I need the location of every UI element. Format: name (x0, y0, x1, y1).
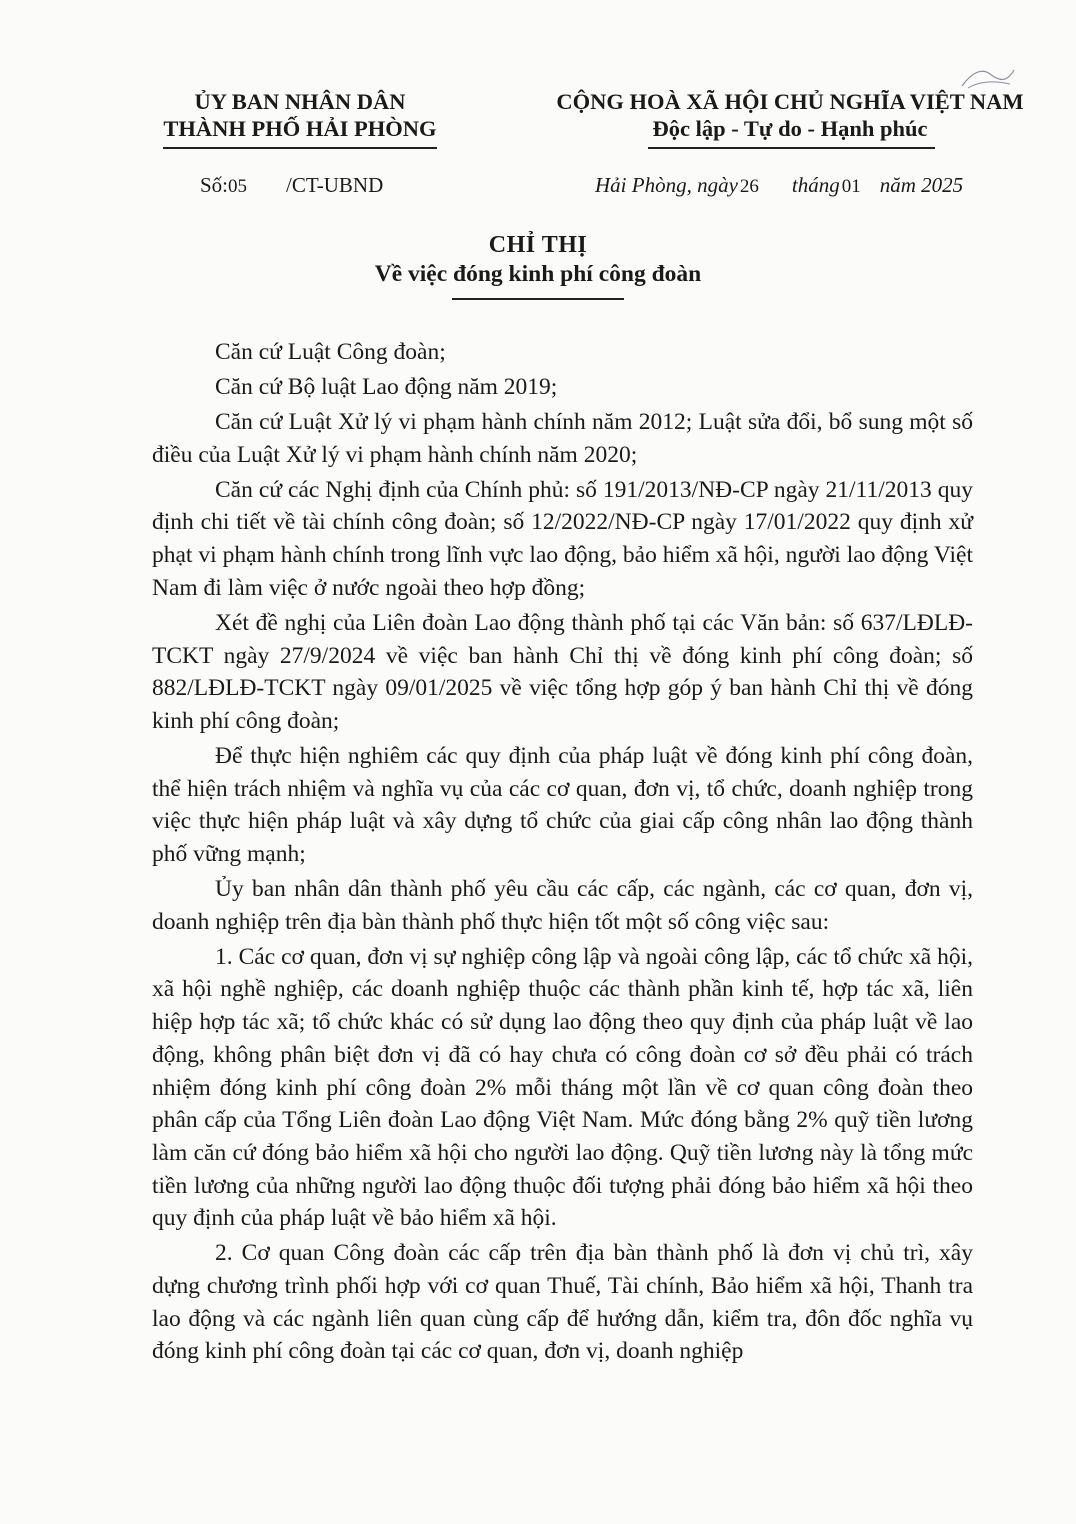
basis-administrative-violations-law: Căn cứ Luật Xử lý vi phạm hành chính năm 2012; Luật sửa đổi, bổ sung một số điều của Luật Xử lý vi phạm hành chính năm 2020; (152, 409, 973, 468)
title-underline (452, 298, 624, 300)
item-2-paragraph: 2. Cơ quan Công đoàn các cấp trên địa bàn thành phố là đơn vị chủ trì, xây dựng chương trình phối hợp với cơ quan Thuế, Tài chính, Bảo hiểm xã hội, Thanh tra lao động và các ngành liên quan cùng cấp để hướng dẫn, kiểm tra, đôn đốc nghĩa vụ đóng kinh phí công đoàn tại các cơ quan, đơn vị, doanh nghiệp (152, 1240, 973, 1365)
date-place: Hải Phòng, ngày (595, 173, 738, 197)
national-motto: Độc lập - Tự do - Hạnh phúc (652, 116, 928, 141)
authority-line-2: THÀNH PHỐ HẢI PHÒNG (163, 116, 437, 141)
purpose-paragraph: Để thực hiện nghiêm các quy định của pháp luật về đóng kinh phí công đoàn, thể hiện trách nhiệm và nghĩa vụ của các cơ quan, đơn vị, tổ chức, doanh nghiệp trong việc thực hiện pháp luật và xây dựng tổ chức của giai cấp công nhân lao động thành phố vững mạnh; (152, 742, 973, 868)
date-month: 01 (841, 176, 861, 197)
number-label: Số: (200, 173, 229, 197)
issue-date (595, 172, 963, 200)
national-header (525, 88, 1055, 142)
number-suffix: /CT-UBND (286, 173, 384, 197)
basis-trade-union-law: Căn cứ Luật Công đoàn; (215, 339, 446, 365)
document-body (152, 336, 973, 1370)
motto-underline (648, 147, 935, 149)
date-month-label: tháng (791, 173, 840, 197)
date-day: 26 (739, 176, 759, 197)
document-number (200, 172, 383, 200)
item-1-paragraph: 1. Các cơ quan, đơn vị sự nghiệp công lập và ngoài công lập, các tổ chức xã hội, xã hội nghề nghiệp, các doanh nghiệp thuộc các thành phần kinh tế, hợp tác xã, liên hiệp hợp tác xã; tổ chức khác có sử dụng lao động theo quy định của pháp luật về lao động, không phân biệt đơn vị đã có hay chưa có công đoàn cơ sở đều phải có trách nhiệm đóng kinh phí công đoàn 2% mỗi tháng một lần về cơ quan công đoàn theo phân cấp của Tổng Liên đoàn Lao động Việt Nam. Mức đóng bằng 2% quỹ tiền lương làm căn cứ đóng bảo hiểm xã hội cho người lao động. Quỹ tiền lương này là tổng mức tiền lương của những người lao động thuộc đối tượng phải đóng bảo hiểm xã hội theo quy định của pháp luật về bảo hiểm xã hội. (152, 943, 973, 1232)
national-title: CỘNG HOÀ XÃ HỘI CHỦ NGHĨA VIỆT NAM (556, 89, 1024, 114)
proposal-paragraph: Xét đề nghị của Liên đoàn Lao động thành phố tại các Văn bản: số 637/LĐLĐ-TCKT ngày 27/9/2024 về việc ban hành Chỉ thị về đóng kinh phí công đoàn; số 882/LĐLĐ-TCKT ngày 09/01/2025 về việc tổng hợp góp ý ban hành Chỉ thị về đóng kinh phí công đoàn; (152, 609, 973, 734)
basis-labor-code: Căn cứ Bộ luật Lao động năm 2019; (215, 374, 558, 400)
request-paragraph: Ủy ban nhân dân thành phố yêu cầu các cấp, các ngành, các cơ quan, đơn vị, doanh nghiệp trên địa bàn thành phố thực hiện tốt một số công việc sau: (152, 876, 973, 935)
issuing-authority (140, 88, 460, 142)
date-year: năm 2025 (879, 173, 964, 197)
basis-government-decrees: Căn cứ các Nghị định của Chính phủ: số 191/2013/NĐ-CP ngày 21/11/2013 quy định chi tiết về tài chính công đoàn; số 12/2022/NĐ-CP ngày 17/01/2022 quy định xử phạt vi phạm hành chính trong lĩnh vực lao động, bảo hiểm xã hội, người lao động Việt Nam đi làm việc ở nước ngoài theo hợp đồng; (152, 476, 973, 601)
document-title: CHỈ THỊ (488, 232, 588, 258)
signature-scribble-icon (958, 64, 1018, 92)
document-subtitle: Về việc đóng kinh phí công đoàn (374, 261, 702, 287)
authority-line-1: ỦY BAN NHÂN DÂN (194, 89, 406, 114)
number-value: 05 (228, 176, 248, 197)
authority-underline (163, 147, 437, 149)
